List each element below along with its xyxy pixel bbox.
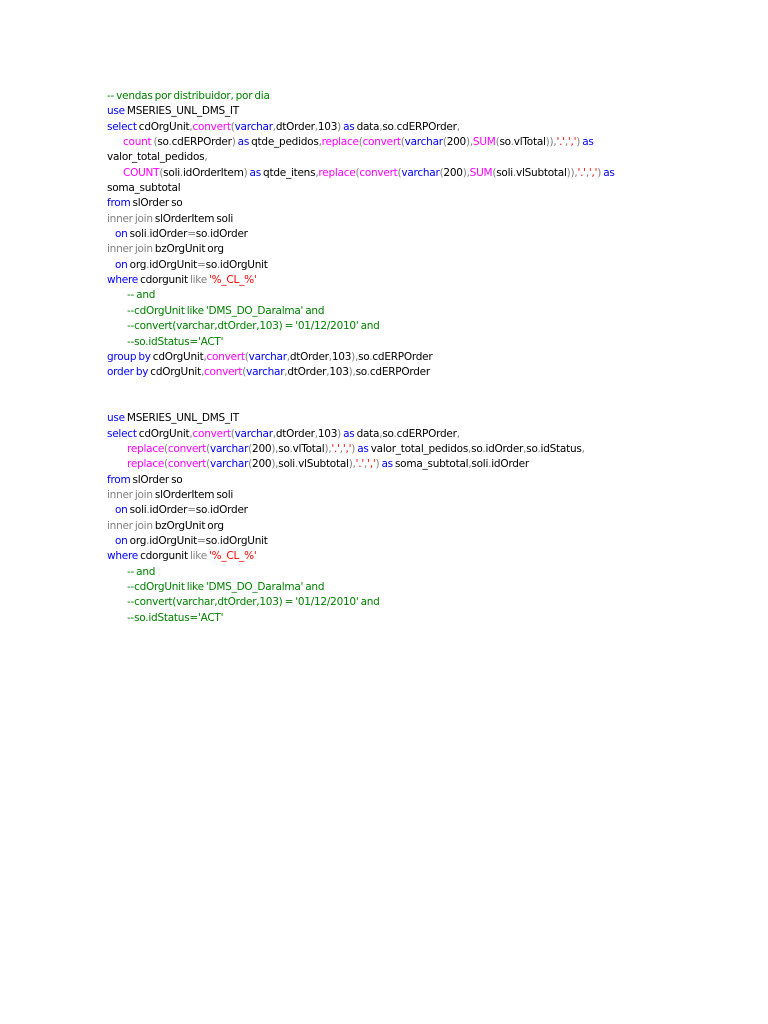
code-token: .	[216, 258, 220, 271]
code-token: convert	[167, 442, 207, 455]
code-token: '.'	[331, 442, 340, 455]
code-token: .	[179, 166, 183, 179]
code-token: slOrder so	[130, 473, 183, 486]
code-token: ','	[567, 136, 577, 149]
code-token: soli	[496, 166, 513, 179]
code-token: select	[107, 427, 137, 440]
code-line	[107, 150, 747, 165]
code-token: idOrder	[149, 228, 188, 241]
code-line	[107, 503, 747, 518]
code-token: vlSubtotal	[516, 166, 567, 179]
code-token: --cdOrgUnit like 'DMS_DO_Daralma' and	[127, 581, 325, 593]
code-token: idOrder	[491, 458, 529, 471]
code-token: slOrderItem soli	[152, 212, 234, 225]
code-token: cdERPOrder	[369, 366, 430, 379]
code-token: ,	[564, 136, 568, 149]
code-line	[107, 565, 747, 580]
code-line	[107, 258, 747, 273]
code-token: as	[340, 120, 357, 133]
code-token: ,	[379, 427, 383, 440]
code-token: cdOrgUnit	[150, 350, 204, 363]
code-token: (	[492, 166, 497, 179]
code-line	[107, 457, 747, 472]
code-token: (	[230, 120, 235, 133]
code-token: )	[576, 136, 581, 149]
code-token: ,	[364, 458, 368, 471]
code-token: (	[242, 366, 247, 379]
code-token: convert	[204, 366, 243, 379]
code-line	[107, 120, 747, 135]
code-token: as	[580, 136, 594, 149]
code-token: dtOrder	[275, 427, 315, 440]
code-token: -- and	[127, 565, 156, 578]
code-token: replace	[318, 166, 356, 179]
code-token: dtOrder	[275, 120, 315, 133]
code-token: as	[340, 427, 357, 440]
code-token: varchar	[401, 166, 440, 179]
code-token: 103	[331, 350, 352, 363]
code-token: '.'	[355, 458, 365, 471]
code-token: use	[107, 412, 125, 425]
code-token: idOrder	[485, 442, 524, 455]
code-token: on	[115, 228, 128, 241]
code-token: varchar	[209, 458, 249, 471]
code-token: ,	[204, 151, 208, 164]
code-token: ,	[203, 350, 207, 363]
code-token: ),	[324, 442, 332, 455]
code-token: ,	[581, 442, 585, 455]
code-token: where	[107, 550, 138, 563]
code-token: convert	[192, 120, 231, 133]
code-token: inner join	[107, 519, 153, 532]
code-token: select	[107, 120, 137, 133]
code-token: (	[248, 458, 253, 471]
code-token: slOrderItem soli	[152, 488, 234, 501]
code-token: .	[168, 136, 172, 149]
code-token: data	[356, 120, 380, 133]
code-token: (	[355, 166, 360, 179]
code-line	[107, 427, 747, 442]
code-token: SUM	[472, 136, 496, 149]
code-token: bzOrgUnit org	[152, 519, 224, 532]
code-token: so	[205, 534, 217, 547]
code-token: ','	[367, 458, 376, 471]
code-token: org	[127, 258, 147, 271]
code-token: data	[356, 427, 380, 440]
code-token: (	[400, 136, 405, 149]
code-line	[107, 350, 747, 365]
code-token: ),	[271, 442, 279, 455]
code-token: on	[115, 504, 128, 517]
code-line	[107, 549, 747, 564]
code-token: group by	[107, 350, 151, 363]
code-token: )),	[545, 136, 557, 149]
code-token: ,	[468, 442, 472, 455]
code-token: varchar	[246, 366, 285, 379]
code-token: qtde_pedidos	[251, 136, 319, 149]
code-token: .	[146, 258, 150, 271]
code-token: (	[248, 442, 253, 455]
code-token: qtde_itens	[263, 166, 316, 179]
code-token: dtOrder	[287, 366, 327, 379]
code-token: ),	[351, 350, 359, 363]
code-token: convert	[167, 458, 207, 471]
code-token: as	[355, 442, 371, 455]
code-token: cdERPOrder	[171, 136, 232, 149]
code-token: bzOrgUnit org	[152, 243, 224, 256]
code-token: ,	[379, 120, 383, 133]
code-token: ,	[272, 427, 276, 440]
code-token: ),	[465, 136, 473, 149]
code-token: inner join	[107, 488, 153, 501]
code-token: ),	[462, 166, 470, 179]
code-token: .	[482, 442, 486, 455]
code-line	[107, 166, 747, 181]
code-token: .	[537, 442, 541, 455]
code-token: ','	[342, 442, 352, 455]
code-token: .	[206, 504, 211, 517]
code-token: idOrgUnit	[219, 258, 268, 271]
code-token: so	[355, 366, 367, 379]
code-token: convert	[206, 350, 245, 363]
code-token: '.'	[556, 136, 565, 149]
code-token: .	[393, 120, 397, 133]
code-token: .	[216, 534, 220, 547]
code-token: varchar	[248, 350, 287, 363]
code-token: (	[244, 350, 249, 363]
code-token: dtOrder	[289, 350, 329, 363]
code-token: idOrderItem	[183, 166, 244, 179]
code-token: ,	[189, 427, 193, 440]
code-token: ),	[271, 458, 279, 471]
code-token: .	[146, 534, 150, 547]
code-token: .	[488, 458, 492, 471]
code-token: soma_subtotal	[394, 458, 469, 471]
code-line	[107, 580, 747, 595]
code-token: cdOrgUnit	[136, 120, 190, 133]
code-token: so	[526, 442, 538, 455]
code-token: 103	[317, 120, 338, 133]
code-token: .	[206, 228, 211, 241]
code-token: )	[351, 442, 356, 455]
code-token: vlTotal	[292, 442, 325, 455]
code-token: -- and	[127, 289, 156, 302]
code-token: varchar	[234, 427, 273, 440]
code-line	[107, 89, 747, 104]
code-token: .	[512, 166, 517, 179]
code-token: 103	[317, 427, 338, 440]
code-token: --cdOrgUnit like 'DMS_DO_Daralma' and	[127, 304, 325, 317]
code-line	[107, 212, 747, 227]
code-line	[107, 365, 747, 380]
code-token: .	[366, 366, 370, 379]
code-token: cdERPOrder	[372, 350, 433, 363]
code-token: --convert(varchar,dtOrder,103) = '01/12/2010' and	[127, 596, 380, 609]
code-token: convert	[362, 136, 401, 149]
code-token: ,	[456, 427, 460, 440]
code-line	[107, 319, 747, 334]
code-token: COUNT	[123, 166, 160, 179]
code-token: ,	[314, 427, 318, 440]
code-token: =	[197, 258, 206, 271]
code-token: like	[189, 550, 207, 563]
code-token: ),	[348, 366, 356, 379]
code-token: inner join	[107, 212, 153, 225]
code-line	[107, 442, 747, 457]
code-token: )	[597, 166, 602, 179]
code-token: (	[153, 136, 158, 149]
code-token: on	[115, 258, 128, 271]
code-token: vlSubtotal	[298, 458, 349, 471]
code-token: ,	[328, 350, 332, 363]
code-token: 200	[443, 166, 463, 179]
code-token: on	[115, 534, 128, 547]
code-token: ,	[189, 120, 193, 133]
code-token: ,	[468, 458, 472, 471]
code-token: vlTotal	[513, 136, 546, 149]
code-token: so	[382, 120, 394, 133]
code-token: soli	[471, 458, 489, 471]
code-token: as	[379, 458, 395, 471]
code-token: 200	[252, 442, 272, 455]
code-token: .	[289, 442, 293, 455]
code-token: replace	[127, 458, 165, 471]
code-token: '.'	[577, 166, 586, 179]
code-line	[107, 196, 747, 211]
code-line	[107, 611, 747, 626]
code-token: valor_total_pedidos	[107, 151, 205, 164]
code-token: as	[235, 136, 252, 149]
code-token: so	[499, 136, 511, 149]
code-token: 200	[446, 136, 466, 149]
code-token: --so.idStatus='ACT'	[127, 611, 224, 624]
code-token: .	[146, 228, 150, 241]
code-line	[107, 335, 747, 350]
code-token: idOrgUnit	[219, 534, 268, 547]
code-token: --so.idStatus='ACT'	[127, 335, 224, 348]
code-token: -- vendas por distribuidor, por dia	[107, 90, 270, 102]
code-token: ,	[523, 442, 527, 455]
code-token: so	[382, 427, 394, 440]
code-line	[107, 595, 747, 610]
code-token: (	[164, 442, 168, 455]
code-token: ,	[272, 120, 276, 133]
code-token: ,	[339, 442, 343, 455]
code-token: order by	[107, 366, 149, 379]
code-token: convert	[192, 427, 231, 440]
code-line	[107, 104, 747, 119]
code-token: (	[164, 458, 168, 471]
code-line	[107, 135, 747, 150]
code-token: (	[230, 427, 235, 440]
code-token: 103	[329, 366, 349, 379]
code-token: )	[337, 120, 341, 133]
code-token: soli	[127, 228, 147, 241]
code-token: (	[159, 166, 164, 179]
code-line	[107, 411, 747, 426]
code-token: )	[375, 458, 380, 471]
code-token: cdERPOrder	[396, 120, 457, 133]
code-token: count	[123, 136, 154, 149]
code-token: so	[195, 504, 207, 517]
code-token: idOrder	[149, 504, 188, 517]
code-token: varchar	[404, 136, 443, 149]
code-token: varchar	[209, 442, 249, 455]
code-line	[107, 304, 747, 319]
code-token: use	[107, 105, 125, 118]
code-token: idOrder	[210, 504, 248, 517]
code-token: cdOrgUnit	[136, 427, 190, 440]
code-token: idOrgUnit	[149, 258, 198, 271]
code-token: ,	[585, 166, 589, 179]
code-line	[107, 534, 747, 549]
code-token: ,	[456, 120, 460, 133]
code-token: replace	[127, 442, 165, 455]
code-token: .	[369, 350, 373, 363]
code-token: '%_CL_%'	[206, 274, 257, 287]
code-token: so	[195, 228, 207, 241]
code-line	[107, 181, 747, 196]
code-token: ,	[200, 366, 205, 379]
code-token: like	[189, 274, 207, 287]
blank-line	[107, 381, 747, 396]
code-token: as	[601, 166, 615, 179]
code-token: org	[127, 534, 147, 547]
code-token: '%_CL_%'	[206, 550, 257, 563]
code-token: =	[187, 504, 196, 517]
code-line	[107, 519, 747, 534]
code-token: .	[510, 136, 514, 149]
code-line	[107, 227, 747, 242]
code-token: SUM	[469, 166, 493, 179]
code-token: ,	[326, 366, 330, 379]
code-token: )	[231, 136, 236, 149]
code-token: ,	[286, 350, 290, 363]
code-token: .	[146, 504, 150, 517]
code-token: inner join	[107, 243, 153, 256]
code-token: so	[278, 442, 290, 455]
code-token: soli	[278, 458, 295, 471]
code-token: MSERIES_UNL_DMS_IT	[124, 412, 239, 425]
code-token: valor_total_pedidos	[370, 442, 469, 455]
code-token: .	[393, 427, 397, 440]
code-token: (	[206, 458, 210, 471]
code-token: so	[471, 442, 483, 455]
code-token: )),	[566, 166, 578, 179]
code-line	[107, 242, 747, 257]
code-token: slOrder so	[130, 197, 183, 210]
code-token: cdERPOrder	[396, 427, 457, 440]
code-token: ,	[315, 166, 319, 179]
code-token: so	[157, 136, 169, 149]
code-token: 200	[252, 458, 272, 471]
code-token: ,	[284, 366, 288, 379]
code-line	[107, 288, 747, 303]
code-token: )	[243, 166, 248, 179]
code-token: so	[358, 350, 370, 363]
code-token: ','	[588, 166, 598, 179]
code-token: as	[247, 166, 264, 179]
code-token: (	[358, 136, 363, 149]
code-token: )	[337, 427, 341, 440]
code-token: replace	[321, 136, 359, 149]
code-token: MSERIES_UNL_DMS_IT	[124, 105, 239, 118]
code-token: cdorgunit	[138, 550, 190, 563]
blank-line	[107, 396, 747, 411]
code-token: ,	[318, 136, 322, 149]
code-token: convert	[359, 166, 398, 179]
code-token: from	[107, 473, 131, 486]
code-token: varchar	[234, 120, 273, 133]
code-line	[107, 488, 747, 503]
code-token: (	[439, 166, 444, 179]
code-token: cdOrgUnit	[148, 366, 201, 379]
code-token: (	[442, 136, 447, 149]
code-token: from	[107, 197, 131, 210]
code-token: cdorgunit	[138, 274, 190, 287]
code-token: soma_subtotal	[107, 182, 181, 195]
code-token: ),	[348, 458, 356, 471]
code-token: =	[197, 534, 206, 547]
code-token: .	[294, 458, 299, 471]
code-token: (	[397, 166, 402, 179]
code-token: (	[206, 442, 210, 455]
code-token: where	[107, 274, 138, 287]
code-token: idOrgUnit	[149, 534, 198, 547]
code-token: soli	[163, 166, 180, 179]
code-token: so	[205, 258, 217, 271]
code-token: soli	[127, 504, 147, 517]
code-line	[107, 473, 747, 488]
code-token: ,	[314, 120, 318, 133]
code-token: idStatus	[540, 442, 582, 455]
sql-code-block	[107, 89, 747, 626]
code-line	[107, 273, 747, 288]
code-token: (	[495, 136, 500, 149]
code-token: --convert(varchar,dtOrder,103) = '01/12/2010' and	[127, 320, 380, 333]
code-token: idOrder	[210, 228, 248, 241]
code-token: =	[187, 228, 196, 241]
